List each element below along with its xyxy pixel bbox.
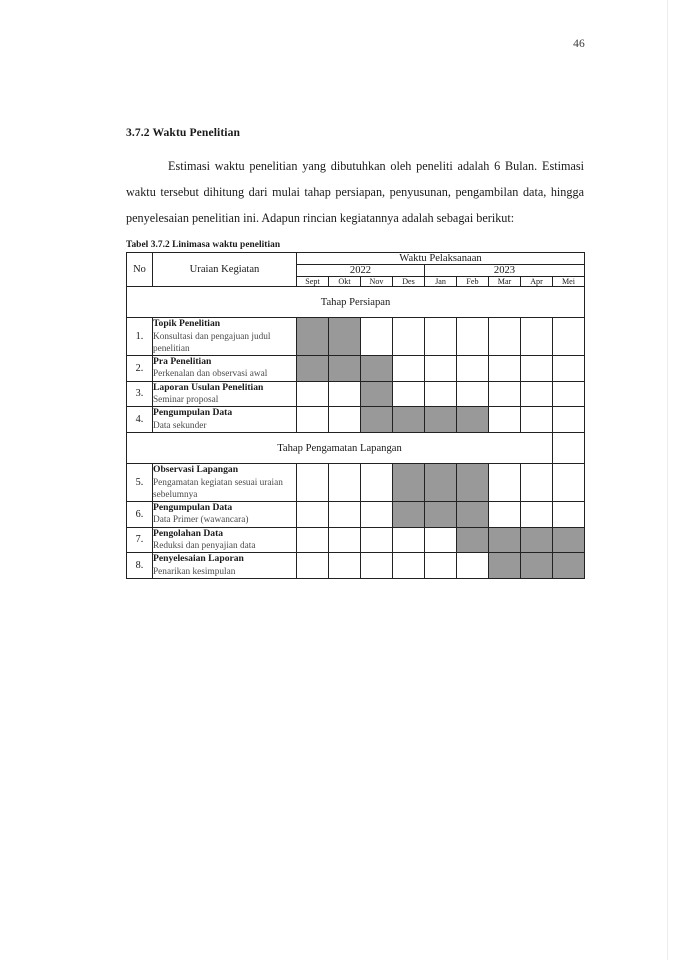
timeline-cell-nov-empty: [361, 501, 393, 527]
table-row: [127, 318, 585, 356]
timeline-cell-nov-empty: [361, 553, 393, 579]
timeline-cell-sept-empty: [297, 381, 329, 407]
timeline-cell-okt-empty: [329, 407, 361, 433]
column-header-month-nov: Nov: [361, 277, 393, 287]
table-row: [127, 527, 585, 553]
timeline-cell-sept-empty: [297, 464, 329, 502]
section-heading: 3.7.2 Waktu Penelitian: [126, 126, 241, 139]
timeline-cell-mar-empty: [489, 355, 521, 381]
timeline-cell-nov-filled: [361, 355, 393, 381]
timeline-cell-sept-empty: [297, 527, 329, 553]
timeline-cell-des-empty: [393, 318, 425, 356]
timeline-cell-sept-filled: [297, 318, 329, 356]
timeline-cell-mei-empty: [553, 318, 585, 356]
activity-title: Pengumpulan Data: [153, 501, 233, 513]
activity-title: Penyelesaian Laporan: [153, 553, 244, 565]
timeline-cell-mar-empty: [489, 501, 521, 527]
timeline-cell-des-empty: [393, 553, 425, 579]
timeline-cell-apr-empty: [521, 355, 553, 381]
row-number: 6.: [127, 501, 153, 527]
row-number: 2.: [127, 355, 153, 381]
timeline-cell-mar-filled: [489, 527, 521, 553]
column-header-month-mar: Mar: [489, 277, 521, 287]
phase-label-pengamatan: Tahap Pengamatan Lapangan: [127, 433, 553, 464]
activity-cell: [153, 527, 297, 553]
table-row: [127, 381, 585, 407]
activity-title: Pengolahan Data: [153, 527, 224, 539]
timeline-cell-apr-empty: [521, 464, 553, 502]
timeline-cell-feb-empty: [457, 381, 489, 407]
timeline-cell-jan-empty: [425, 381, 457, 407]
timeline-cell-jan-filled: [425, 464, 457, 502]
timeline-cell-apr-empty: [521, 501, 553, 527]
timeline-cell-des-empty: [393, 527, 425, 553]
column-header-year-2022: 2022: [297, 265, 425, 277]
phase-row-trailing-cell: [553, 433, 585, 464]
timeline-cell-okt-empty: [329, 381, 361, 407]
table-header-row-1: [127, 253, 585, 265]
timeline-cell-sept-empty: [297, 553, 329, 579]
table-header: [127, 253, 585, 287]
activity-subtitle: Data Primer (wawancara): [153, 515, 249, 526]
timeline-cell-apr-filled: [521, 553, 553, 579]
activity-title: Laporan Usulan Penelitian: [153, 381, 264, 393]
activity-cell: [153, 355, 297, 381]
activity-cell: [153, 407, 297, 433]
timeline-cell-nov-empty: [361, 318, 393, 356]
row-number: 4.: [127, 407, 153, 433]
table-body: [127, 287, 585, 579]
timeline-cell-des-filled: [393, 501, 425, 527]
timeline-cell-des-filled: [393, 407, 425, 433]
activity-cell: [153, 553, 297, 579]
timeline-cell-feb-empty: [457, 318, 489, 356]
timeline-cell-apr-empty: [521, 381, 553, 407]
timeline-cell-jan-empty: [425, 355, 457, 381]
column-header-month-okt: Okt: [329, 277, 361, 287]
activity-title: Pengumpulan Data: [153, 407, 233, 419]
activity-subtitle: Konsultasi dan pengajuan judul penelitian: [153, 331, 271, 354]
column-header-month-sept: Sept: [297, 277, 329, 287]
timeline-cell-mei-filled: [553, 553, 585, 579]
activity-cell: [153, 501, 297, 527]
activity-subtitle: Seminar proposal: [153, 395, 219, 406]
timeline-cell-mar-empty: [489, 407, 521, 433]
timeline-cell-feb-filled: [457, 527, 489, 553]
timeline-cell-okt-filled: [329, 355, 361, 381]
activity-cell: [153, 318, 297, 356]
column-header-time: Waktu Pelaksanaan: [297, 253, 585, 265]
timeline-cell-mei-empty: [553, 464, 585, 502]
timeline-cell-des-filled: [393, 464, 425, 502]
timeline-cell-mei-empty: [553, 381, 585, 407]
timeline-cell-okt-empty: [329, 464, 361, 502]
phase-row-pengamatan: [127, 433, 585, 464]
timeline-cell-jan-filled: [425, 407, 457, 433]
activity-subtitle: Reduksi dan penyajian data: [153, 541, 256, 552]
column-header-month-mei: Mei: [553, 277, 585, 287]
column-header-activity: Uraian Kegiatan: [153, 253, 297, 287]
timeline-cell-apr-empty: [521, 407, 553, 433]
timeline-cell-mei-empty: [553, 501, 585, 527]
timeline-cell-sept-empty: [297, 501, 329, 527]
activity-title: Topik Penelitian: [153, 318, 221, 329]
timeline-cell-okt-empty: [329, 501, 361, 527]
activity-subtitle: Data sekunder: [153, 420, 207, 431]
timeline-cell-mar-filled: [489, 553, 521, 579]
column-header-year-2023: 2023: [425, 265, 585, 277]
table-caption: Tabel 3.7.2 Linimasa waktu penelitian: [126, 240, 281, 250]
timeline-cell-jan-empty: [425, 318, 457, 356]
timeline-cell-mei-empty: [553, 355, 585, 381]
timeline-cell-feb-empty: [457, 355, 489, 381]
activity-cell: [153, 464, 297, 502]
timeline-cell-mei-filled: [553, 527, 585, 553]
row-number: 5.: [127, 464, 153, 502]
table-row: [127, 355, 585, 381]
activity-subtitle: Penarikan kesimpulan: [153, 566, 236, 577]
timeline-cell-nov-filled: [361, 407, 393, 433]
column-header-no: No: [127, 253, 153, 287]
timeline-cell-okt-empty: [329, 527, 361, 553]
timeline-cell-mar-empty: [489, 464, 521, 502]
timeline-cell-jan-empty: [425, 527, 457, 553]
column-header-month-jan: Jan: [425, 277, 457, 287]
timeline-cell-des-empty: [393, 381, 425, 407]
table-row: [127, 407, 585, 433]
timeline-cell-des-empty: [393, 355, 425, 381]
timeline-cell-feb-empty: [457, 553, 489, 579]
timeline-cell-okt-filled: [329, 318, 361, 356]
activity-title: Pra Penelitian: [153, 355, 212, 367]
table-row: [127, 464, 585, 502]
timeline-cell-nov-empty: [361, 527, 393, 553]
activity-subtitle: Perkenalan dan observasi awal: [153, 369, 268, 380]
timeline-cell-nov-filled: [361, 381, 393, 407]
row-number: 8.: [127, 553, 153, 579]
row-number: 1.: [127, 318, 153, 356]
timeline-cell-apr-filled: [521, 527, 553, 553]
timeline-cell-sept-empty: [297, 407, 329, 433]
timeline-cell-mar-empty: [489, 318, 521, 356]
section-paragraph: Estimasi waktu penelitian yang dibutuhkan oleh peneliti adalah 6 Bulan. Estimasi waktu tersebut dihitung dari mulai tahap persiapan, penyusunan, pengambilan data, hingga penyelesaian penelitian ini. Adapun rincian kegiatannya adalah sebagai berikut:: [126, 159, 584, 225]
timeline-cell-okt-empty: [329, 553, 361, 579]
activity-subtitle: Pengamatan kegiatan sesuai uraian sebelumnya: [153, 477, 283, 500]
page-edge-line: [667, 0, 668, 960]
timeline-cell-apr-empty: [521, 318, 553, 356]
activity-title: Observasi Lapangan: [153, 464, 239, 476]
activity-cell: [153, 381, 297, 407]
timeline-cell-feb-filled: [457, 501, 489, 527]
phase-label-persiapan: Tahap Persiapan: [127, 287, 585, 318]
timeline-cell-feb-filled: [457, 407, 489, 433]
timeline-cell-feb-filled: [457, 464, 489, 502]
table-row: [127, 501, 585, 527]
research-timeline-table: [126, 252, 585, 579]
page-content: [126, 126, 584, 579]
phase-row-persiapan: [127, 287, 585, 318]
timeline-cell-jan-filled: [425, 501, 457, 527]
timeline-cell-nov-empty: [361, 464, 393, 502]
timeline-cell-mei-empty: [553, 407, 585, 433]
timeline-cell-jan-empty: [425, 553, 457, 579]
column-header-month-des: Des: [393, 277, 425, 287]
timeline-cell-sept-filled: [297, 355, 329, 381]
column-header-month-apr: Apr: [521, 277, 553, 287]
row-number: 7.: [127, 527, 153, 553]
timeline-cell-mar-empty: [489, 381, 521, 407]
table-row: [127, 553, 585, 579]
page-number: 46: [573, 38, 585, 50]
row-number: 3.: [127, 381, 153, 407]
column-header-month-feb: Feb: [457, 277, 489, 287]
